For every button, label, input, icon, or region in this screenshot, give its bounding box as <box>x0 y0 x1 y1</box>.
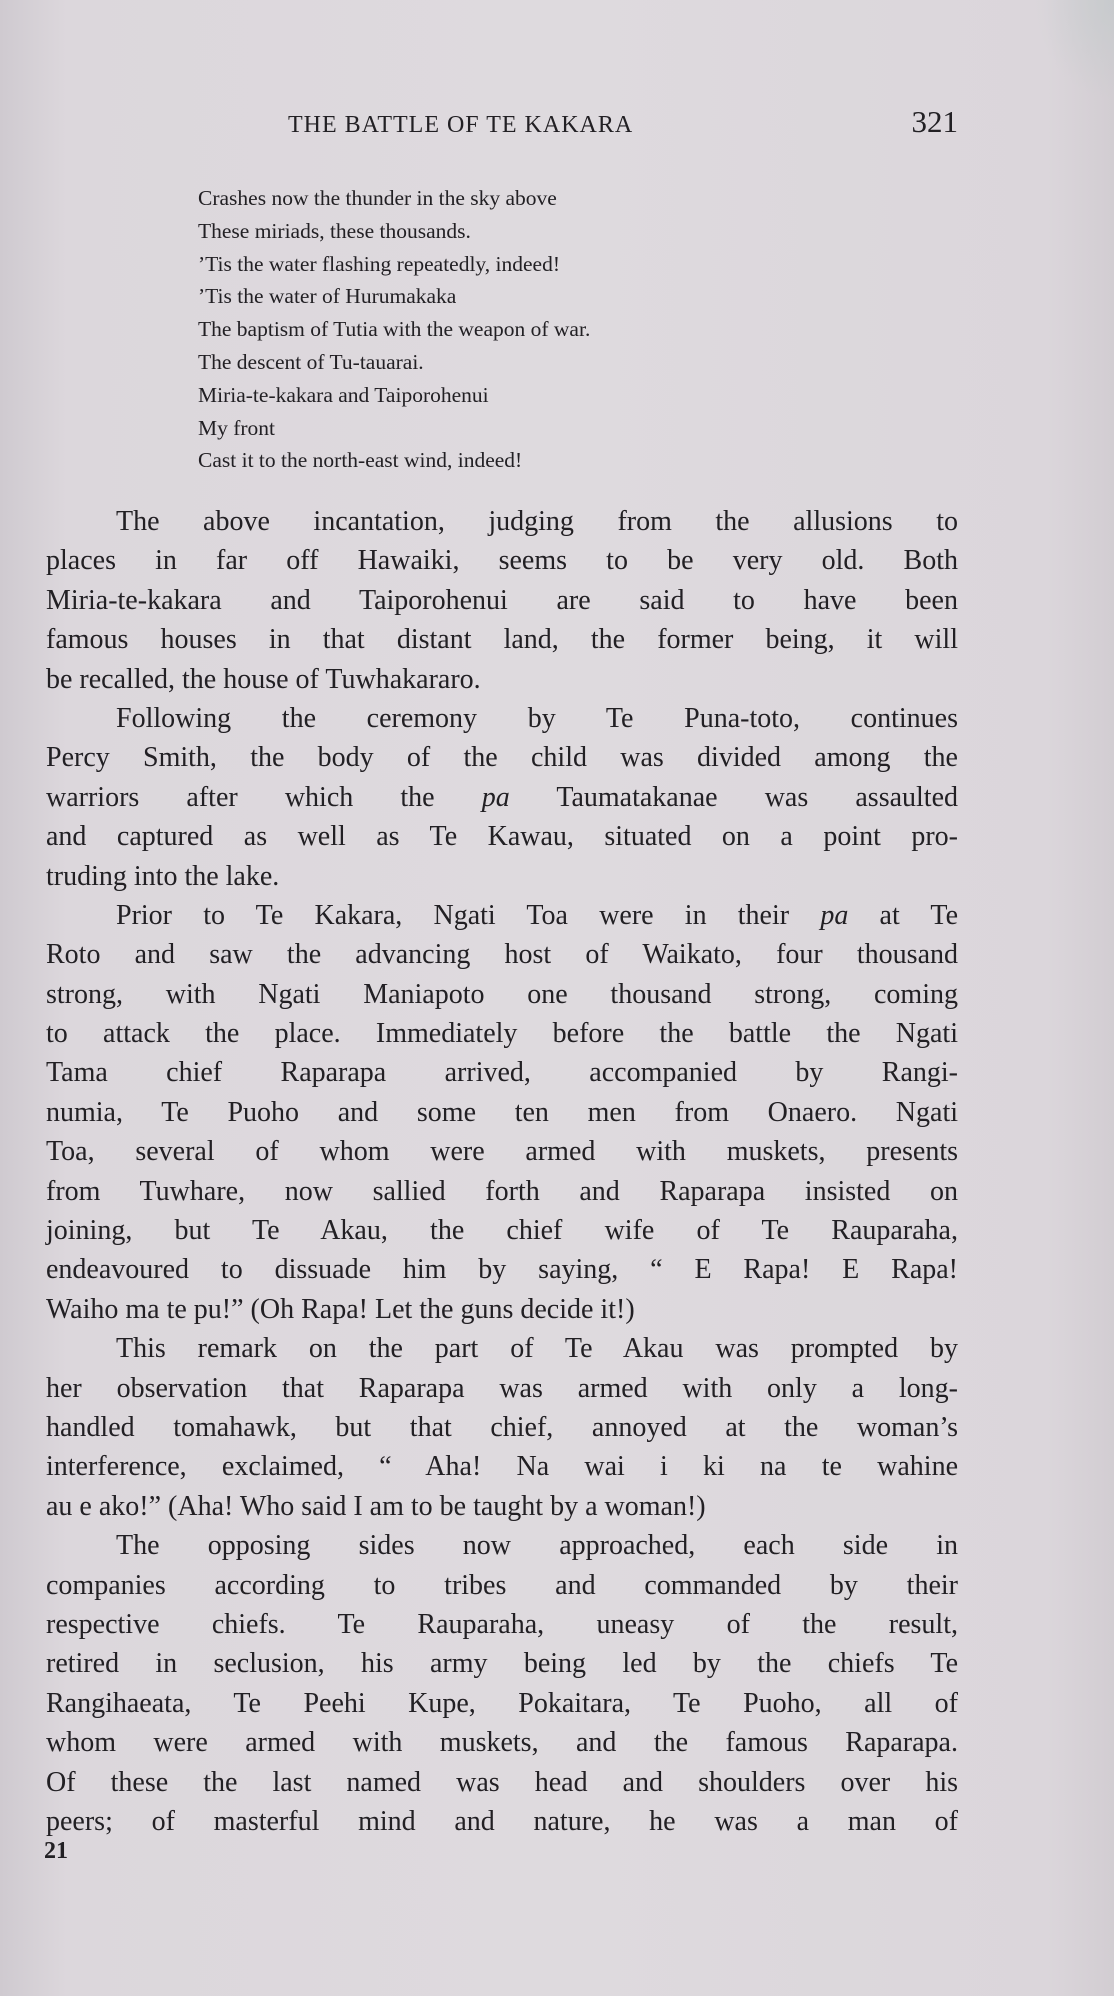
text-line: handled tomahawk, but that chief, annoyed at the woman’s <box>46 1411 958 1443</box>
verse-line: The descent of Tu-tauarai. <box>198 349 424 374</box>
page-header <box>46 104 958 154</box>
text-line: interference, exclaimed, “ Aha! Na wai i ki na te wahine <box>46 1451 958 1483</box>
verse-line: ’Tis the water flashing repeatedly, indeed! <box>198 251 561 276</box>
verse-line: These miriads, these thousands. <box>198 218 471 243</box>
text-line: and captured as well as Te Kawau, situated on a point pro- <box>46 821 958 853</box>
text-line: to attack the place. Immediately before the battle the Ngati <box>46 1018 958 1050</box>
text-line: whom were armed with muskets, and the famous Raparapa. <box>46 1727 958 1759</box>
italic-term: pa <box>481 781 510 813</box>
text-line: Rangihaeata, Te Peehi Kupe, Pokaitara, Te Puoho, all of <box>46 1687 958 1719</box>
text-line: places in far off Hawaiki, seems to be very old. Both <box>46 545 958 577</box>
running-head: THE BATTLE OF TE KAKARA <box>288 112 634 138</box>
text-line: Toa, several of whom were armed with muskets, presents <box>46 1136 958 1168</box>
verse-line: Miria-te-kakara and Taiporohenui <box>198 382 489 407</box>
text-line: The above incantation, judging from the allusions to <box>116 506 958 537</box>
verse-line: ’Tis the water of Hurumakaka <box>198 284 457 309</box>
text-line: The opposing sides now approached, each side in <box>116 1530 958 1562</box>
text-line: her observation that Raparapa was armed with only a long- <box>46 1372 958 1404</box>
text-line: respective chiefs. Te Rauparaha, uneasy of the result, <box>46 1608 958 1640</box>
text-line: joining, but Te Akau, the chief wife of Te Rauparaha, <box>46 1215 958 1247</box>
text-line: Percy Smith, the body of the child was divided among the <box>46 742 958 774</box>
text-line: be recalled, the house of Tuwhakararo. <box>46 663 481 695</box>
text-line: au e ako!” (Aha! Who said I am to be taught by a woman!) <box>46 1490 706 1522</box>
text-line: Following the ceremony by Te Puna-toto, continues <box>116 702 958 734</box>
text-line: warriors after which the pa Taumatakanae was assaulted <box>46 781 959 813</box>
page-number: 321 <box>911 104 958 139</box>
text-line: Of these the last named was head and shoulders over his <box>46 1766 958 1798</box>
verse-line: My front <box>198 415 276 440</box>
text-line: endeavoured to dissuade him by saying, “ E Rapa! E Rapa! <box>46 1254 958 1286</box>
text-line: companies according to tribes and commanded by their <box>46 1569 958 1601</box>
text-line: Prior to Te Kakara, Ngati Toa were in their pa at Te <box>116 899 959 931</box>
verse-line: Cast it to the north-east wind, indeed! <box>198 448 523 473</box>
text-line: peers; of masterful mind and nature, he was a man of <box>46 1805 958 1837</box>
text-line: Roto and saw the advancing host of Waikato, four thousand <box>46 939 958 971</box>
text-line: Tama chief Raparapa arrived, accompanied by Rangi- <box>46 1057 958 1089</box>
page-stain <box>1034 0 1114 100</box>
text-line: from Tuwhare, now sallied forth and Raparapa insisted on <box>46 1175 958 1207</box>
text-line: This remark on the part of Te Akau was prompted by <box>116 1333 958 1365</box>
verse-line: The baptism of Tutia with the weapon of war. <box>198 317 591 342</box>
text-line: retired in seclusion, his army being led by the chiefs Te <box>46 1648 958 1680</box>
text-line: numia, Te Puoho and some ten men from Onaero. Ngati <box>46 1096 958 1128</box>
text-line: truding into the lake. <box>46 860 280 892</box>
text-line: Waiho ma te pu!” (Oh Rapa! Let the guns decide it!) <box>46 1293 635 1325</box>
verse-line: Crashes now the thunder in the sky above <box>198 186 557 210</box>
incantation-verse <box>198 182 898 477</box>
text-line: strong, with Ngati Maniapoto one thousand strong, coming <box>46 978 958 1010</box>
body-text <box>46 502 958 1841</box>
text-line: famous houses in that distant land, the former being, it will <box>46 624 958 656</box>
italic-term: pa <box>820 899 849 931</box>
signature-mark: 21 <box>44 1838 68 1864</box>
text-line: Miria-te-kakara and Taiporohenui are said to have been <box>46 584 958 616</box>
